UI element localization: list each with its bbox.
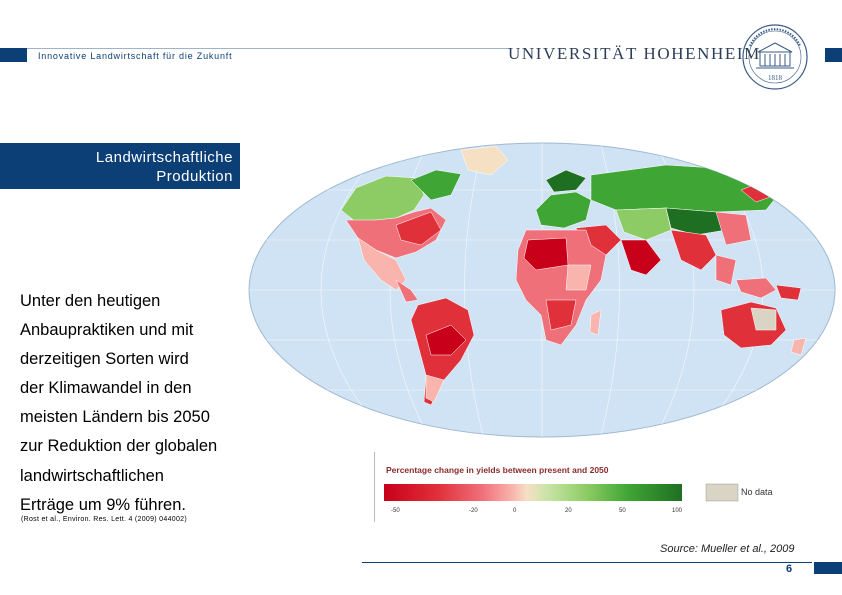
legend-tick: 100 — [672, 508, 683, 514]
body-text — [20, 287, 250, 520]
university-logo — [740, 22, 810, 92]
section-title-line2: Produktion — [156, 168, 233, 185]
university-name: UNIVERSITÄT HOHENHEIM — [508, 44, 761, 63]
legend-gradient-bar — [384, 484, 682, 501]
footer-rule — [362, 562, 812, 563]
footer-square — [814, 562, 842, 574]
legend-tick: 0 — [513, 508, 517, 514]
legend-color-scale — [384, 482, 784, 504]
header-accent-bar — [0, 48, 27, 62]
header-rule — [27, 48, 510, 49]
body-line: meisten Ländern bis 2050 — [20, 408, 210, 427]
body-line: der Klimawandel in den — [20, 379, 192, 398]
body-line: Unter den heutigen — [20, 292, 161, 310]
page-number: 6 — [786, 563, 793, 575]
legend-tick: 50 — [619, 508, 626, 514]
logo-year: 1818 — [768, 74, 782, 82]
body-line: zur Reduktion der globalen — [20, 437, 218, 456]
world-yield-change-map — [246, 140, 842, 440]
section-title-box — [0, 143, 240, 189]
body-line: landwirtschaftlichen — [20, 466, 164, 485]
legend-tick: -20 — [469, 508, 478, 514]
citation: (Rost et al., Environ. Res. Lett. 4 (2009) 044002) — [21, 516, 187, 523]
legend-no-data-label: No data — [741, 487, 773, 497]
source-note: Source: Mueller et al., 2009 — [660, 543, 795, 555]
body-line: Erträge um 9% führen. — [20, 495, 186, 514]
legend-tick: -50 — [391, 508, 400, 514]
body-line: derzeitigen Sorten wird — [20, 350, 189, 369]
section-title-line1: Landwirtschaftliche — [95, 149, 233, 166]
header-right-square — [825, 48, 842, 62]
legend-divider — [374, 452, 375, 522]
body-line: Anbaupraktiken und mit — [20, 321, 194, 340]
legend-no-data-swatch — [706, 484, 738, 501]
legend-tick: 20 — [565, 508, 572, 514]
legend-title: Percentage change in yields between present and 2050 — [386, 465, 609, 475]
header-tagline: Innovative Landwirtschaft für die Zukunft — [38, 51, 233, 61]
